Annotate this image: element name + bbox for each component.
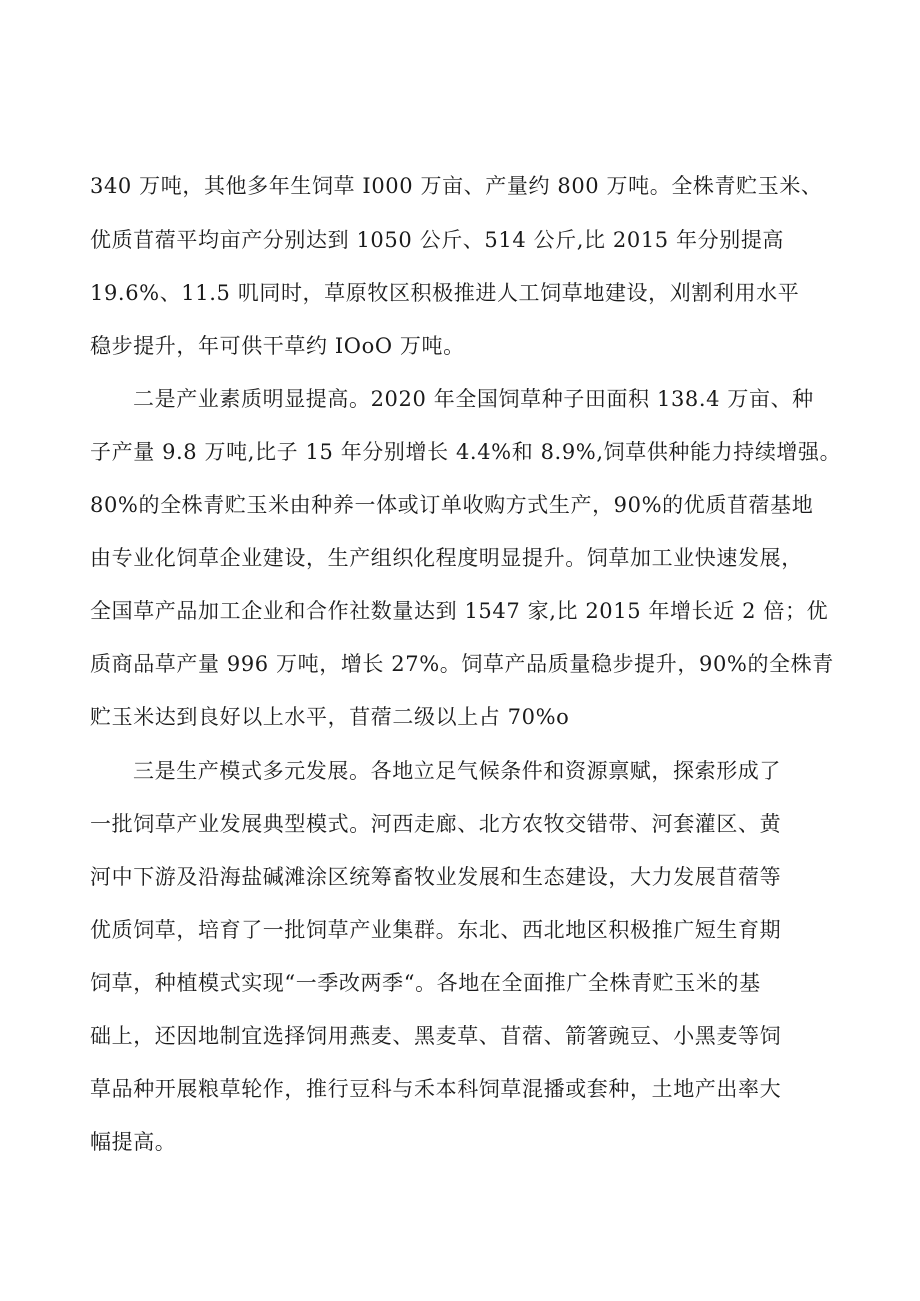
paragraph-3-line-5: 饲草，种植模式实现“一季改两季“。各地在全面推广全株青贮玉米的基: [90, 971, 761, 995]
paragraph-3-line-6: 础上，还因地制宜选择饲用燕麦、黑麦草、苜蓿、箭箸豌豆、小黑麦等饲: [90, 1024, 782, 1048]
paragraph-2-line-5: 全国草产品加工企业和合作社数量达到 1547 家,比 2015 年增长近 2 倍；优: [90, 599, 829, 623]
paragraph-2-line-7: 贮玉米达到良好以上水平，苜蓿二级以上占 70%o: [90, 705, 570, 729]
paragraph-2-line-6: 质商品草产量 996 万吨，增长 27%。饲草产品质量稳步提升，90%的全株青: [90, 652, 834, 676]
paragraph-3-line-1: 三是生产模式多元发展。各地立足气候条件和资源禀赋，探索形成了: [133, 759, 781, 783]
paragraph-2-line-4: 由专业化饲草企业建设，生产组织化程度明显提升。饲草加工业快速发展，: [90, 546, 803, 570]
paragraph-1-line-4: 稳步提升，年可供干草约 IOoO 万吨。: [90, 334, 465, 358]
paragraph-2-line-3: 80%的全株青贮玉米由种养一体或订单收购方式生产，90%的优质苜蓿基地: [90, 493, 814, 517]
paragraph-3-line-2: 一批饲草产业发展典型模式。河西走廊、北方农牧交错带、河套灌区、黄: [90, 812, 782, 836]
paragraph-1-line-2: 优质苜蓿平均亩产分别达到 1050 公斤、514 公斤,比 2015 年分别提高: [90, 228, 785, 252]
paragraph-3-line-4: 优质饲草，培育了一批饲草产业集群。东北、西北地区积极推广短生育期: [90, 918, 782, 942]
paragraph-1-line-1: 340 万吨，其他多年生饲草 I000 万亩、产量约 800 万吨。全株青贮玉米、: [90, 174, 823, 198]
paragraph-2-line-1: 二是产业素质明显提高。2020 年全国饲草种子田面积 138.4 万亩、种: [133, 387, 814, 411]
paragraph-1-line-3: 19.6%、11.5 叽同时，草原牧区积极推进人工饲草地建设，刈割利用水平: [90, 281, 800, 305]
paragraph-3-line-7: 草品种开展粮草轮作，推行豆科与禾本科饲草混播或套种，土地产出率大: [90, 1077, 782, 1101]
paragraph-2-line-2: 子产量 9.8 万吨,比子 15 年分别增长 4.4%和 8.9%,饲草供种能力持续增强。: [90, 440, 842, 464]
paragraph-3-line-8: 幅提高。: [90, 1130, 177, 1154]
paragraph-3-line-3: 河中下游及沿海盐碱滩涂区统筹畜牧业发展和生态建设，大力发展苜蓿等: [90, 865, 782, 889]
